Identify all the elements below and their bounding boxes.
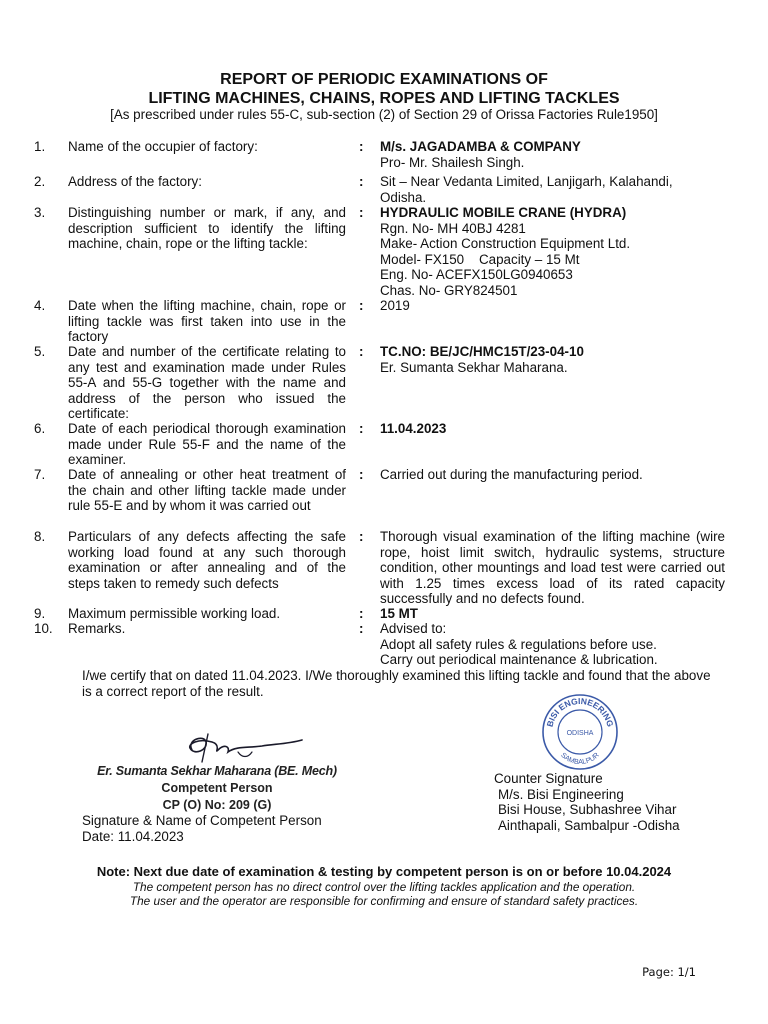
stamp-name: Er. Sumanta Sekhar Maharana (BE. Mech) [97,764,337,778]
answer-line: Pro- Mr. Shailesh Singh. [380,154,525,170]
counter-company: M/s. Bisi Engineering [498,786,624,802]
item-number: 3. [34,205,46,220]
signature-label: Signature & Name of Competent Person [82,813,322,828]
item-colon: : [359,298,364,313]
item-answer: Thorough visual examination of the lifting machine (wire rope, hoist limit switch, hydraulic systems, structure condition, other mountings and load test were carried out with 1.25 times excess load of its rated capacity successfully and no defects found. [380,529,725,607]
item-number: 4. [34,298,46,313]
item-number: 8. [34,529,46,544]
answer-line: Adopt all safety rules & regulations before use. [380,636,657,652]
answer-line: 15 MT [380,606,418,621]
item-answer [380,606,725,622]
item-question: Date of each periodical thorough examination made under Rule 55-F and the name of the examiner. [68,421,346,468]
item-answer [380,205,725,299]
item-answer [380,298,725,314]
item-answer [380,344,725,375]
item-number: 2. [34,174,46,189]
answer-line: Make- Action Construction Equipment Ltd. [380,236,631,252]
item-colon: : [359,139,364,154]
company-seal-icon [540,692,620,772]
item-colon: : [359,344,364,359]
competent-person-signature-block [82,813,322,844]
report-title-line1: REPORT OF PERIODIC EXAMINATIONS OF [220,71,548,88]
answer-line: Rgn. No- MH 40BJ 4281 [380,220,526,236]
counter-address-line2: Ainthapali, Sambalpur -Odisha [498,817,680,833]
answer-line: Sit – Near Vedanta Limited, Lanjigarh, Kalahandi, [380,174,673,189]
next-due-note: Note: Next due date of examination & testing by competent person is on or before 10.04.2024 [96,864,672,879]
item-number: 6. [34,421,46,436]
item-question: Maximum permissible working load. [68,606,281,621]
answer-line: Carry out periodical maintenance & lubrication. [380,652,658,668]
answer-line: Odisha. [380,189,427,205]
item-number: 1. [34,139,46,154]
item-number: 10. [34,621,53,636]
answer-line: HYDRAULIC MOBILE CRANE (HYDRA) [380,205,627,220]
item-colon: : [359,174,364,189]
item-colon: : [359,529,364,544]
item-answer [380,174,725,205]
handwritten-signature [178,728,318,766]
item-answer [380,621,725,668]
answer-line: Eng. No- ACEFX150LG0940653 [380,267,573,283]
page-number: Page: 1/1 [642,965,696,979]
answer-line: 2019 [380,298,410,313]
answer-line: Advised to: [380,621,447,636]
note-disclaimer-line1: The competent person has no direct control over the lifting tackles application and the operation. [132,880,636,894]
item-question: Name of the occupier of factory: [68,139,258,154]
item-colon: : [359,205,364,220]
item-question: Remarks. [68,621,126,636]
item-number: 7. [34,467,46,482]
item-number: 5. [34,344,46,359]
answer-line: Chas. No- GRY824501 [380,282,518,298]
stamp-role: Competent Person [161,781,273,795]
answer-line: Carried out during the manufacturing period. [380,467,643,482]
item-question: Distinguishing number or mark, if any, and description sufficient to identify the lifting machine, chain, rope or the lifting tackle: [68,205,346,252]
item-colon: : [359,467,364,482]
seal-bottom-text: SAMBALPUR [559,751,601,767]
note-disclaimer-line2: The user and the operator are responsible for confirming and ensure of standard safety practices. [129,894,639,908]
seal-top-text: BISI ENGINEERING [544,695,616,728]
answer-line: M/s. JAGADAMBA & COMPANY [380,139,581,154]
answer-line: 11.04.2023 [380,421,447,436]
counter-signature-block [494,771,680,833]
stamp-cp-number: CP (O) No: 209 (G) [162,798,272,812]
item-question: Date when the lifting machine, chain, rope or lifting tackle was first taken into use in the factory [68,298,346,345]
item-answer [380,139,725,170]
item-answer [380,467,725,483]
counter-address-line1: Bisi House, Subhashree Vihar [498,802,677,818]
competent-person-stamp [92,763,342,814]
answer-line: Er. Sumanta Sekhar Maharana. [380,359,568,375]
item-question: Particulars of any defects affecting the safe working load found at any such thorough examination or after annealing and of the steps taken to remedy such defects [68,529,346,591]
answer-line: TC.NO: BE/JC/HMC15T/23-04-10 [380,344,584,359]
item-colon: : [359,421,364,436]
item-number: 9. [34,606,46,621]
signature-date: Date: 11.04.2023 [82,828,184,844]
svg-text:BISI ENGINEERING [545,696,616,728]
item-question: Date of annealing or other heat treatment of the chain and other lifting tackle made under rule 55-E and by whom it was carried out [68,467,346,514]
item-colon: : [359,621,364,636]
item-colon: : [359,606,364,621]
certification-text: I/we certify that on dated 11.04.2023. I/We thoroughly examined this lifting tackle and found that the above is a correct report of the result. [82,668,711,699]
item-question: Date and number of the certificate relating to any test and examination made under Rules 55-A and 55-G together with the name and address of the person who issued the certificate: [68,344,346,422]
seal-center-text: ODISHA [566,730,594,737]
report-subtitle: [As prescribed under rules 55-C, sub-section (2) of Section 29 of Orissa Factories Rule1950] [110,107,658,122]
item-question: Address of the factory: [68,174,202,189]
counter-signature-label: Counter Signature [494,771,603,786]
report-title-line2: LIFTING MACHINES, CHAINS, ROPES AND LIFTING TACKLES [148,90,620,107]
answer-line: Model- FX150 Capacity – 15 Mt [380,251,580,267]
item-answer [380,421,725,437]
